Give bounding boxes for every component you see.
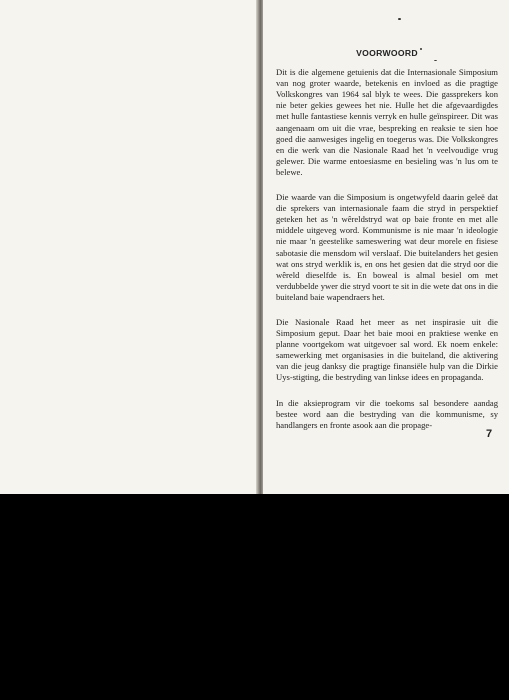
paragraph-1: Dit is die algemene getuienis dat die Internasionale Simposium van nog groter waarde, betekenis en invloed as die pragtige Volkskongres van 1964 sal blyk te wees. Die gassprekers kon nie beter gekies gewees het nie. Hulle het die afgevaardigdes met hulle fantastiese kennis verryk en hulle geïnspireer. Dit was aangenaam om uit die vrae, bespreking en reaksie te sien hoe goed die aanwesiges ingelig en toegerus was. Die Volkskongres en die werk van die Nasionale Raad het 'n veelvoudige vrug gelewer. Die warme entoesiasme en besieling was 'n lus om te belewe.: [276, 67, 498, 177]
left-page-blank: [0, 0, 258, 494]
page-content: [276, 48, 498, 431]
page-heading: VOORWOORD: [356, 48, 418, 58]
paragraph-4: In die aksieprogram vir die toekoms sal besondere aandag bestee word aan die bestryding van die kommunisme, sy handlangers en fronte asook aan die propage-: [276, 397, 498, 430]
page-number: 7: [486, 428, 493, 440]
paragraph-3: Die Nasionale Raad het meer as net inspirasie uit die Simposium geput. Daar het baie mooi en praktiese wenke en planne voortgekom wat uitgevoer sal word. Ek noem enkele: samewerking met organisasies in die buiteland, die aktivering van die jeug danksy die pragtige finansiële hulp van die Dirkie Uys-stigting, die bestryding van linkse idees en propaganda.: [276, 316, 498, 383]
paragraph-2: Die waarde van die Simposium is ongetwyfeld daarin geleë dat die sprekers van internasionale faam die stryd in perspektief geteken het as 'n wêreldstryd wat op baie fronte en met alle middele uitgeveg word. Kommunisme is nie maar 'n ideologie nie maar 'n geestelike sameswering wat deur morele en fisiese sabotasie die mensdom wil verslaaf. Die buitelanders het gesien wat ons stryd werklik is, en ons het gesien dat die stryd oor die wêreld dieselfde is. En boweal is almal besiel om met verdubbelde ywer die stryd voort te sit in die wete dat ons in die buiteland baie wapendraers het.: [276, 192, 498, 302]
ink-speck: [398, 18, 401, 20]
